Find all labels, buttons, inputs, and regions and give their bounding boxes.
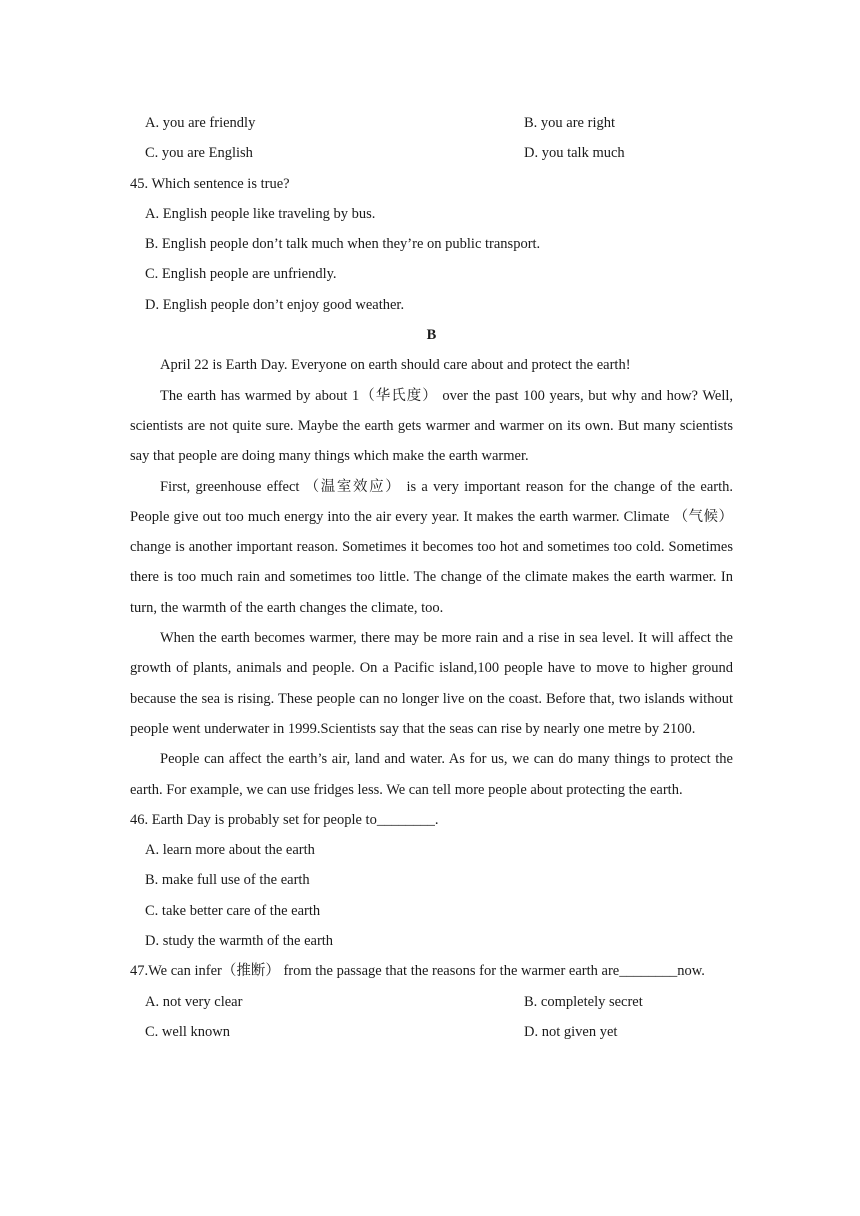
passage-paragraph-2: The earth has warmed by about 1（华氏度） over the past 100 years, but why and how? Well, scientists are not quite sure. Maybe the earth gets warmer and warmer on its own. But many scientists say that people are doing many things which make the earth warmer. [130, 387, 733, 465]
q45-stem: 45. Which sentence is true? [130, 175, 290, 192]
page-content [130, 108, 733, 1047]
q47-option-d: D. not given yet [524, 1023, 618, 1040]
q47-stem: 47.We can infer（推断） from the passage that the reasons for the warmer earth are________now. [130, 963, 705, 980]
passage-paragraph-1: April 22 is Earth Day. Everyone on earth should care about and protect the earth! [160, 357, 631, 374]
q44-option-a: A. you are friendly [145, 115, 256, 131]
q47-option-a: A. not very clear [145, 993, 243, 1010]
q46-option-d: D. study the warmth of the earth [145, 933, 334, 950]
q44-option-d: D. you talk much [524, 145, 625, 162]
q45-option-d: D. English people don’t enjoy good weather. [145, 296, 405, 313]
q44-option-b: B. you are right [524, 115, 616, 131]
passage-paragraph-5: People can affect the earth’s air, land and water. As for us, we can do many things to protect the earth. For example, we can use fridges less. We can tell more people about protecting the earth. [130, 751, 733, 798]
q46-stem: 46. Earth Day is probably set for people to________. [130, 811, 439, 828]
q47-option-c: C. well known [145, 1023, 230, 1040]
q46-option-c: C. take better care of the earth [145, 902, 321, 919]
q45-option-a: A. English people like traveling by bus. [145, 205, 376, 222]
q44-options-row-2 [130, 138, 733, 168]
q46-option-b: B. make full use of the earth [145, 872, 310, 889]
q44-options-row-1 [130, 108, 733, 138]
passage-paragraph-4: When the earth becomes warmer, there may be more rain and a rise in sea level. It will affect the growth of plants, animals and people. On a Pacific island,100 people have to move to higher ground because the sea is rising. These people can no longer live on the coast. Before that, two islands without people went underwater in 1999.Scientists say that the seas can rise by nearly one metre by 2100. [130, 630, 733, 737]
section-b-title: B [426, 327, 437, 344]
q45-option-b: B. English people don’t talk much when they’re on public transport. [145, 236, 541, 253]
q47-options-row-2 [130, 1017, 733, 1047]
q47-options-row-1 [130, 987, 733, 1017]
q44-option-c: C. you are English [145, 145, 253, 162]
passage-paragraph-3: First, greenhouse effect （温室效应） is a very important reason for the change of the earth. People give out too much energy into the air every year. It makes the earth warmer. Climate （气候） change is another important reason. Sometimes it becomes too hot and sometimes too cold. Sometimes there is too much rain and sometimes too little. The change of the climate makes the earth warmer. In turn, the warmth of the earth changes the climate, too. [130, 478, 733, 616]
q45-option-c: C. English people are unfriendly. [145, 266, 337, 283]
q47-option-b: B. completely secret [524, 993, 643, 1010]
q46-option-a: A. learn more about the earth [145, 842, 315, 859]
